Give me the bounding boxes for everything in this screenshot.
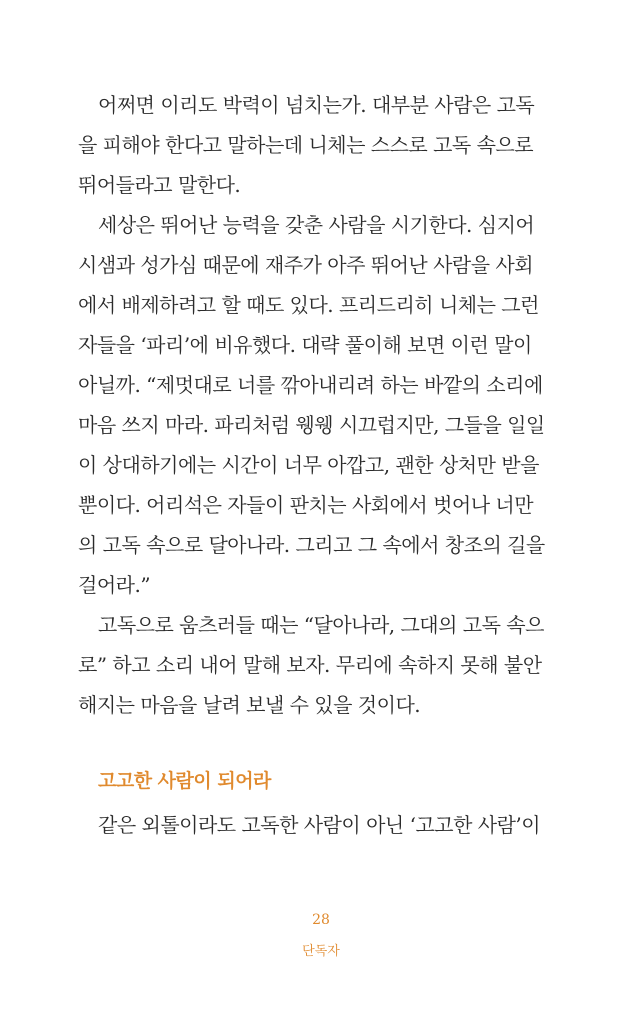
body-line: 아닐까. “제멋대로 너를 깎아내리려 하는 바깥의 소리에 xyxy=(78,373,543,397)
body-line: 을 피해야 한다고 말하는데 니체는 스스로 고독 속으로 xyxy=(78,133,534,157)
body-line: 시샘과 성가심 때문에 재주가 아주 뛰어난 사람을 사회 xyxy=(78,253,534,277)
page-number: 28 xyxy=(312,912,330,928)
body-line: 의 고독 속으로 달아나라. 그리고 그 속에서 창조의 길을 xyxy=(78,533,545,557)
body-line: 같은 외톨이라도 고독한 사람이 아닌 ‘고고한 사람’이 xyxy=(98,813,541,837)
body-line: 해지는 마음을 날려 보낼 수 있을 것이다. xyxy=(78,693,421,717)
body-line: 로” 하고 소리 내어 말해 보자. 무리에 속하지 못해 불안 xyxy=(78,653,542,677)
body-line: 고독으로 움츠러들 때는 “달아나라, 그대의 고독 속으 xyxy=(98,613,544,637)
body-line: 이 상대하기에는 시간이 너무 아깝고, 괜한 상처만 받을 xyxy=(78,453,539,477)
running-title: 단독자 xyxy=(302,944,340,959)
body-line: 에서 배제하려고 할 때도 있다. 프리드리히 니체는 그런 xyxy=(78,293,539,317)
body-line: 뛰어들라고 말한다. xyxy=(78,173,241,197)
body-line: 어쩌면 이리도 박력이 넘치는가. 대부분 사람은 고독 xyxy=(98,93,535,117)
body-line: 걸어라.” xyxy=(78,573,151,597)
body-line: 뿐이다. 어리석은 자들이 판치는 사회에서 벗어나 너만 xyxy=(78,493,534,517)
section-heading: 고고한 사람이 되어라 xyxy=(98,770,271,792)
body-line: 마음 쓰지 마라. 파리처럼 웽웽 시끄럽지만, 그들을 일일 xyxy=(78,413,545,437)
body-line: 세상은 뛰어난 능력을 갖춘 사람을 시기한다. 심지어 xyxy=(98,213,535,237)
body-line: 자들을 ‘파리’에 비유했다. 대략 풀이해 보면 이런 말이 xyxy=(78,333,532,357)
